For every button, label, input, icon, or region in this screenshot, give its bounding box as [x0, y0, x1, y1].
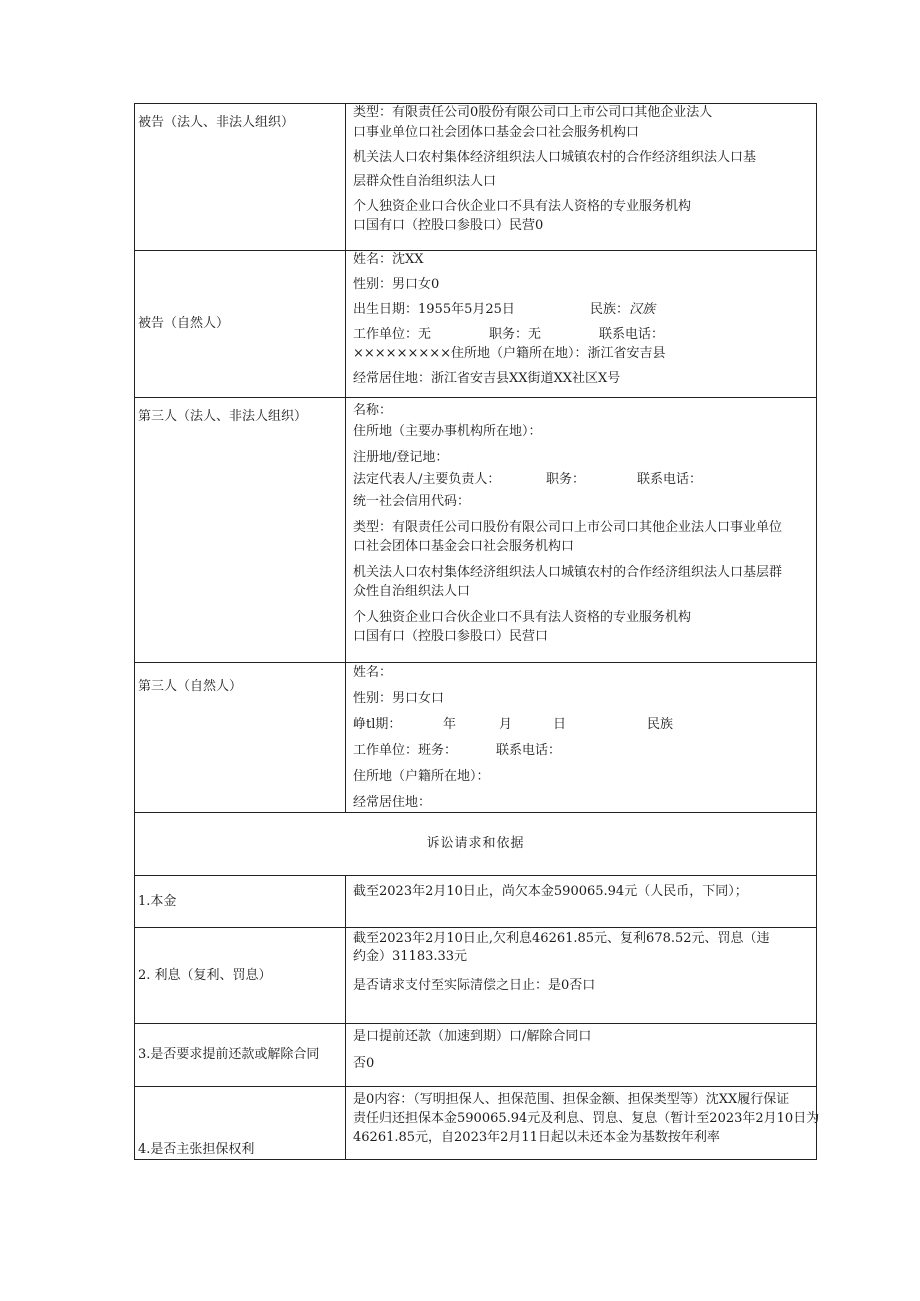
third-org-content	[346, 398, 817, 663]
defendant-person-phone-domicile: ×××××××××住所地（户籍所在地）：浙江省安吉县	[353, 346, 666, 361]
claim-1-text: 截至2023年2月10日止，尚欠本金590065.94元（人民币，下同）；	[353, 884, 748, 899]
defendant-org-content	[346, 104, 817, 251]
third-person-day: 日	[553, 717, 567, 732]
claim-2-text-line-1: 截至2023年2月10日止,欠利息46261.85元、复利678.52元、罚息（违	[353, 931, 770, 946]
claim-3-text-line-2: 否0	[353, 1056, 375, 1071]
claim-3-content	[346, 1024, 817, 1087]
defendant-org-label-cell	[135, 104, 346, 251]
third-org-name: 名称：	[353, 403, 393, 418]
defendant-person-ethnicity-label: 民族：	[590, 302, 630, 317]
defendant-person-label-cell	[135, 251, 346, 398]
defendant-person-employer: 工作单位：无	[353, 327, 432, 342]
third-person-month: 月	[499, 717, 513, 732]
third-org-label: 第三人（法人、非法人组织）	[138, 409, 308, 424]
third-org-credit-code: 统一社会信用代码：	[353, 494, 471, 509]
claim-2-label: 2. 利息（复利、罚息）	[138, 967, 272, 983]
claim-2-text-line-2: 约金）31183.33元	[353, 949, 468, 964]
defendant-person-gender: 性别：男口女0	[353, 277, 440, 292]
defendant-person-content	[346, 251, 817, 398]
defendant-org-type-line-4: 层群众性自治组织法人口	[353, 174, 497, 189]
claim-4-text-line-3: 46261.85元，自2023年2月11日起以未还本金为基数按年利率	[353, 1130, 720, 1145]
third-org-type-line-3: 机关法人口农村集体经济组织法人口城镇农村的合作经济组织法人口基层群	[353, 565, 783, 580]
claim-1-label-cell	[135, 876, 346, 928]
claim-4-text-line-1: 是0内容：（写明担保人、担保范围、担保金额、担保类型等）沈XX履行保证	[353, 1092, 790, 1107]
third-org-registration: 注册地/登记地：	[353, 450, 449, 465]
claim-4-label: 4.是否主张担保权利	[138, 1142, 255, 1157]
third-person-residence: 经常居住地：	[353, 795, 432, 810]
defendant-person-ethnicity-value: 汉族	[629, 302, 656, 317]
third-person-year: 年	[443, 717, 457, 732]
claim-4-text-line-2: 责任归还担保本金590065.94元及利息、罚息、复息（暂计至2023年2月10日为	[353, 1111, 820, 1126]
third-org-type-line-1: 类型：有限责任公司口股份有限公司口上市公司口其他企业法人口事业单位	[353, 520, 783, 535]
third-org-row	[135, 398, 817, 663]
claim-3-text-line-1: 是口提前还款（加速到期）口/解除合同口	[353, 1029, 592, 1044]
defendant-person-work-row	[353, 326, 810, 344]
claim-row-2	[135, 928, 817, 1024]
claim-3-label: 3.是否要求提前还款或解除合同	[138, 1047, 320, 1062]
third-person-label: 第三人（自然人）	[138, 679, 243, 694]
defendant-org-type-line-3: 机关法人口农村集体经济组织法人口城镇农村的合作经济组织法人口基	[353, 150, 757, 165]
third-org-legal-rep: 法定代表人/主要负责人：	[353, 472, 501, 487]
defendant-person-row	[135, 251, 817, 398]
claim-4-label-cell	[135, 1087, 346, 1160]
third-person-employer: 工作单位：班务：	[353, 743, 458, 758]
defendant-org-row	[135, 104, 817, 251]
section-title: 诉讼请求和依据	[135, 813, 817, 876]
third-org-rep-row	[353, 471, 810, 489]
third-org-type-line-2: 口社会团体口基金会口社会服务机构口	[353, 539, 575, 554]
defendant-person-name: 姓名：沈XX	[353, 252, 424, 267]
defendant-person-label: 被告（自然人）	[138, 316, 230, 331]
third-person-birth-row	[353, 716, 810, 734]
third-person-phone: 联系电话：	[496, 743, 562, 758]
claim-1-content	[346, 876, 817, 928]
defendant-org-type-line-1: 类型：有限责任公司0股份有限公司口上市公司口其他企业法人	[353, 105, 713, 120]
third-org-label-cell	[135, 398, 346, 663]
defendant-person-residence: 经常居住地：浙江省安吉县XX街道XX社区X号	[353, 371, 621, 386]
third-org-position: 职务：	[546, 472, 586, 487]
third-person-row	[135, 663, 817, 813]
third-org-domicile: 住所地（主要办事机构所在地）：	[353, 424, 542, 439]
third-person-domicile: 住所地（户籍所在地）：	[353, 769, 490, 784]
claim-3-label-cell	[135, 1024, 346, 1087]
defendant-org-type-line-6: 口国有口（控股口参股口）民营0	[353, 218, 544, 233]
third-org-type-line-5: 个人独资企业口合伙企业口不具有法人资格的专业服务机构	[353, 610, 692, 625]
third-person-name: 姓名：	[353, 665, 393, 680]
defendant-person-birth-row	[353, 301, 810, 319]
third-org-phone: 联系电话：	[637, 472, 703, 487]
claim-row-1	[135, 876, 817, 928]
third-person-content	[346, 663, 817, 813]
defendant-org-type-line-2: 口事业单位口社会团体口基金会口社会服务机构口	[353, 125, 640, 140]
defendant-org-type-line-5: 个人独资企业口合伙企业口不具有法人资格的专业服务机构	[353, 199, 692, 214]
defendant-person-position: 职务：无	[489, 327, 542, 342]
section-title-row	[135, 813, 817, 876]
third-person-ethnicity: 民族	[647, 717, 674, 732]
third-person-gender: 性别：男口女口	[353, 691, 445, 706]
third-org-type-line-6: 口国有口（控股口参股口）民营口	[353, 629, 549, 644]
defendant-person-birth: 出生日期：1955年5月25日	[353, 302, 515, 317]
defendant-org-label: 被告（法人、非法人组织）	[138, 115, 295, 130]
claim-1-label: 1.本金	[138, 893, 177, 909]
claim-row-3	[135, 1024, 817, 1087]
third-person-work-row	[353, 742, 810, 760]
claim-2-label-cell	[135, 928, 346, 1024]
claim-2-content	[346, 928, 817, 1024]
claim-row-4	[135, 1087, 817, 1160]
defendant-person-phone-label: 联系电话：	[599, 327, 665, 342]
complaint-form-table	[134, 103, 820, 1160]
claim-4-content	[346, 1087, 820, 1160]
third-person-birth-label: 峥tl期：	[353, 717, 402, 732]
third-person-label-cell	[135, 663, 346, 813]
claim-2-text-line-3: 是否请求支付至实际清偿之日止：是0否口	[353, 978, 596, 993]
third-org-type-line-4: 众性自治组织法人口	[353, 584, 471, 599]
